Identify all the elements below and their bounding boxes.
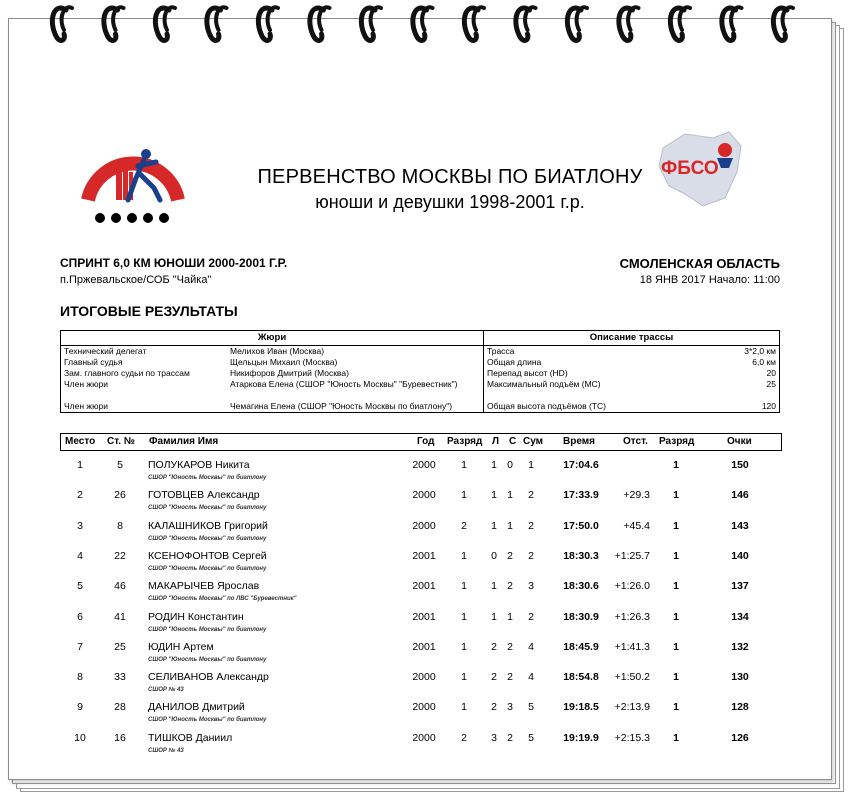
jury-role: Зам. главного судьи по трассам xyxy=(64,368,190,378)
athlete-club: СШОР "Юность Москвы" по биатлону xyxy=(148,626,267,633)
athlete-club: СШОР № 43 xyxy=(148,747,184,754)
shooting-sum: 5 xyxy=(528,731,534,744)
result-rank: 1 xyxy=(461,459,467,471)
result-time: 18:54.8 xyxy=(563,671,599,684)
result-bib: 41 xyxy=(114,610,126,623)
result-points: 146 xyxy=(731,489,749,502)
binding-ring xyxy=(207,7,227,40)
binding-ring xyxy=(361,7,381,40)
spiral-binding xyxy=(0,0,850,60)
shooting-lying: 1 xyxy=(491,519,497,532)
result-time: 18:30.6 xyxy=(563,580,599,593)
binding-ring xyxy=(464,7,484,40)
binding-ring xyxy=(567,7,587,40)
result-bib: 25 xyxy=(114,640,126,653)
result-rank2: 1 xyxy=(673,640,679,653)
race-region: СМОЛЕНСКАЯ ОБЛАСТЬ xyxy=(619,256,780,271)
shooting-standing: 2 xyxy=(507,640,513,653)
shooting-lying: 1 xyxy=(491,580,497,593)
binding-ring xyxy=(413,7,433,40)
results-title: ИТОГОВЫЕ РЕЗУЛЬТАТЫ xyxy=(60,303,238,319)
result-behind: +1:50.2 xyxy=(614,671,650,684)
jury-role: Член жюри xyxy=(64,401,108,411)
result-year: 2000 xyxy=(412,701,436,714)
athlete-name: РОДИН Константин xyxy=(148,610,244,623)
binding-ring xyxy=(670,7,690,40)
course-value: 25 xyxy=(766,379,776,389)
result-year: 2000 xyxy=(412,731,436,744)
athlete-club: СШОР "Юность Москвы" по биатлону xyxy=(148,505,267,512)
shooting-lying: 2 xyxy=(491,671,497,684)
athlete-name: ГОТОВЦЕВ Александр xyxy=(148,489,260,502)
col-points: Очки xyxy=(727,436,752,447)
col-sum: Сум xyxy=(523,436,544,447)
result-points: 126 xyxy=(731,731,749,744)
col-year: Год xyxy=(417,436,435,447)
athlete-club: СШОР "Юность Москвы" по биатлону xyxy=(148,535,267,542)
binding-ring xyxy=(722,7,742,40)
shooting-standing: 1 xyxy=(507,610,513,623)
result-bib: 8 xyxy=(117,519,123,532)
result-year: 2001 xyxy=(412,610,436,623)
result-behind: +1:25.7 xyxy=(614,549,650,562)
shooting-lying: 1 xyxy=(491,610,497,623)
result-bib: 33 xyxy=(114,671,126,684)
result-year: 2001 xyxy=(412,580,436,593)
result-rank2: 1 xyxy=(673,701,679,714)
result-row xyxy=(60,608,780,638)
athlete-name: ТИШКОВ Даниил xyxy=(148,731,233,744)
shooting-lying: 1 xyxy=(491,489,497,502)
result-behind: +1:26.0 xyxy=(614,580,650,593)
binding-ring xyxy=(52,7,72,40)
jury-role: Технический делегат xyxy=(64,346,147,356)
result-behind: +45.4 xyxy=(623,519,650,532)
shooting-lying: 3 xyxy=(491,731,497,744)
race-venue: п.Пржевальское/СОБ "Чайка" xyxy=(60,274,212,286)
result-points: 137 xyxy=(731,580,749,593)
athlete-club: СШОР "Юность Москвы" по биатлону xyxy=(148,475,267,481)
result-year: 2001 xyxy=(412,549,436,562)
result-row xyxy=(60,486,780,516)
jury-member: Атаркова Елена (СШОР "Юность Москвы" "Буревестник") xyxy=(227,379,484,401)
result-place: 9 xyxy=(77,701,83,714)
jury-role: Главный судья xyxy=(64,357,123,367)
result-year: 2001 xyxy=(412,640,436,653)
shooting-sum: 4 xyxy=(528,640,534,653)
result-behind: +2:13.9 xyxy=(614,701,650,714)
shooting-sum: 3 xyxy=(528,580,534,593)
result-points: 140 xyxy=(731,549,749,562)
result-row xyxy=(60,729,780,759)
course-label: Максимальный подъём (MC) xyxy=(487,379,601,389)
result-year: 2000 xyxy=(412,671,436,684)
shooting-sum: 5 xyxy=(528,701,534,714)
jury-member: Мелихов Иван (Москва) xyxy=(227,346,484,358)
col-s: С xyxy=(509,436,517,447)
col-l: Л xyxy=(492,436,500,447)
result-rank2: 1 xyxy=(673,671,679,684)
result-rank2: 1 xyxy=(673,731,679,744)
result-behind: +2:15.3 xyxy=(614,731,650,744)
result-place: 5 xyxy=(77,580,83,593)
result-rank: 1 xyxy=(461,580,467,593)
jury-member: Никифоров Дмитрий (Москва) xyxy=(227,368,484,379)
result-rank: 1 xyxy=(461,701,467,714)
jury-course-table xyxy=(60,330,780,413)
course-value: 6,0 км xyxy=(752,357,776,367)
jury-member: Щельцын Михаил (Москва) xyxy=(227,357,484,368)
result-points: 128 xyxy=(731,701,749,714)
result-rank2: 1 xyxy=(673,489,679,502)
result-place: 1 xyxy=(77,459,83,471)
course-header: Описание трассы xyxy=(484,331,780,346)
result-time: 17:04.6 xyxy=(563,459,599,471)
shooting-standing: 1 xyxy=(507,519,513,532)
course-value: 20 xyxy=(766,368,776,378)
col-name: Фамилия Имя xyxy=(149,436,219,447)
course-label: Общая длина xyxy=(487,357,542,367)
result-rank2: 1 xyxy=(673,549,679,562)
race-datetime: 18 ЯНВ 2017 Начало: 11:00 xyxy=(639,274,780,286)
col-behind: Отст. xyxy=(623,436,648,447)
result-place: 8 xyxy=(77,671,83,684)
result-time: 17:33.9 xyxy=(563,489,599,502)
result-time: 19:19.9 xyxy=(563,731,599,744)
result-points: 130 xyxy=(731,671,749,684)
result-behind: +29.3 xyxy=(623,489,650,502)
athlete-club: СШОР "Юность Москвы" по биатлону xyxy=(148,717,267,724)
result-row xyxy=(60,547,780,577)
athlete-name: КСЕНОФОНТОВ Сергей xyxy=(148,549,267,562)
result-row xyxy=(60,456,780,486)
result-rank2: 1 xyxy=(673,459,679,471)
result-rank2: 1 xyxy=(673,610,679,623)
shooting-standing: 2 xyxy=(507,580,513,593)
result-rank: 1 xyxy=(461,640,467,653)
shooting-standing: 3 xyxy=(507,701,513,714)
shooting-standing: 1 xyxy=(507,489,513,502)
shooting-lying: 1 xyxy=(491,459,497,471)
result-place: 10 xyxy=(74,731,86,744)
result-points: 132 xyxy=(731,640,749,653)
col-rank: Разряд xyxy=(447,436,483,447)
result-year: 2000 xyxy=(412,489,436,502)
jury-header: Жюри xyxy=(61,331,484,346)
jury-course-row xyxy=(61,357,780,368)
result-row xyxy=(60,517,780,547)
jury-course-row xyxy=(61,346,780,358)
col-place: Место xyxy=(65,436,96,447)
result-year: 2000 xyxy=(412,459,436,471)
course-value: 3*2,0 км xyxy=(744,346,776,356)
jury-course-row xyxy=(61,368,780,379)
result-behind: +1:41.3 xyxy=(614,640,650,653)
course-label: Трасса xyxy=(487,346,515,356)
athlete-club: СШОР "Юность Москвы" по биатлону xyxy=(148,565,267,572)
col-bib: Ст. № xyxy=(107,436,135,447)
jury-member: Чемагина Елена (СШОР "Юность Москвы по биатлону") xyxy=(227,401,484,413)
result-rank: 1 xyxy=(461,549,467,562)
course-value: 120 xyxy=(761,401,776,411)
result-place: 6 xyxy=(77,610,83,623)
binding-ring xyxy=(155,7,175,40)
result-row xyxy=(60,668,780,698)
shooting-sum: 2 xyxy=(528,489,534,502)
result-time: 19:18.5 xyxy=(563,701,599,714)
result-rank: 2 xyxy=(461,731,467,744)
shooting-lying: 2 xyxy=(491,701,497,714)
athlete-name: КАЛАШНИКОВ Григорий xyxy=(148,519,268,532)
shooting-sum: 4 xyxy=(528,671,534,684)
result-behind: +1:26.3 xyxy=(614,610,650,623)
page-subtitle: юноши и девушки 1998-2001 г.р. xyxy=(315,192,585,212)
result-time: 18:45.9 xyxy=(563,640,599,653)
results-header-row xyxy=(60,433,782,451)
binding-ring xyxy=(516,7,536,40)
result-bib: 46 xyxy=(114,580,126,593)
result-time: 18:30.3 xyxy=(563,549,599,562)
shooting-sum: 2 xyxy=(528,519,534,532)
shooting-standing: 0 xyxy=(507,459,513,471)
col-time: Время xyxy=(563,436,595,447)
result-rank: 1 xyxy=(461,489,467,502)
result-rank: 1 xyxy=(461,671,467,684)
course-label: Перепад высот (HD) xyxy=(487,368,568,378)
result-place: 7 xyxy=(77,640,83,653)
result-rank2: 1 xyxy=(673,580,679,593)
course-label: Общая высота подъёмов (TC) xyxy=(487,401,606,411)
page-title: ПЕРВЕНСТВО МОСКВЫ ПО БИАТЛОНУ xyxy=(257,166,643,188)
shooting-standing: 2 xyxy=(507,731,513,744)
result-bib: 5 xyxy=(117,459,123,471)
result-rank: 2 xyxy=(461,519,467,532)
result-bib: 16 xyxy=(114,731,126,744)
result-row xyxy=(60,638,780,668)
shooting-lying: 2 xyxy=(491,640,497,653)
binding-ring xyxy=(773,7,793,40)
result-year: 2000 xyxy=(412,519,436,532)
athlete-club: СШОР "Юность Москвы" по биатлону xyxy=(148,656,267,663)
result-place: 3 xyxy=(77,519,83,532)
shooting-standing: 2 xyxy=(507,671,513,684)
result-points: 134 xyxy=(731,610,749,623)
result-place: 2 xyxy=(77,489,83,502)
col-rank2: Разряд xyxy=(659,436,695,447)
athlete-name: МАКАРЫЧЕВ Ярослав xyxy=(148,580,260,593)
result-points: 150 xyxy=(731,459,749,471)
result-bib: 26 xyxy=(114,489,126,502)
jury-course-row xyxy=(61,379,780,401)
binding-ring xyxy=(619,7,639,40)
athlete-club: СШОР "Юность Москвы" по ЛВС "Буревестник" xyxy=(148,596,297,603)
result-bib: 22 xyxy=(114,549,126,562)
shooting-sum: 2 xyxy=(528,549,534,562)
athlete-name: ПОЛУКАРОВ Никита xyxy=(148,459,250,471)
jury-role: Член жюри xyxy=(64,379,108,389)
result-row xyxy=(60,698,780,728)
result-time: 17:50.0 xyxy=(563,519,599,532)
athlete-name: ЮДИН Артем xyxy=(148,640,214,653)
result-row xyxy=(60,577,780,607)
shooting-sum: 2 xyxy=(528,610,534,623)
result-points: 143 xyxy=(731,519,749,532)
result-place: 4 xyxy=(77,549,83,562)
shooting-sum: 1 xyxy=(528,459,534,471)
shooting-standing: 2 xyxy=(507,549,513,562)
binding-ring xyxy=(104,7,124,40)
result-rank2: 1 xyxy=(673,519,679,532)
binding-ring xyxy=(310,7,330,40)
result-rank: 1 xyxy=(461,610,467,623)
binding-ring xyxy=(258,7,278,40)
jury-course-row xyxy=(61,401,780,413)
result-bib: 28 xyxy=(114,701,126,714)
athlete-name: ДАНИЛОВ Дмитрий xyxy=(148,701,245,714)
athlete-club: СШОР № 43 xyxy=(148,687,184,694)
race-name: СПРИНТ 6,0 КМ ЮНОШИ 2000-2001 Г.Р. xyxy=(60,256,288,270)
shooting-lying: 0 xyxy=(491,549,497,562)
athlete-name: СЕЛИВАНОВ Александр xyxy=(148,671,269,684)
fbso-logo-text: ФБСО xyxy=(661,158,719,179)
result-time: 18:30.9 xyxy=(563,610,599,623)
